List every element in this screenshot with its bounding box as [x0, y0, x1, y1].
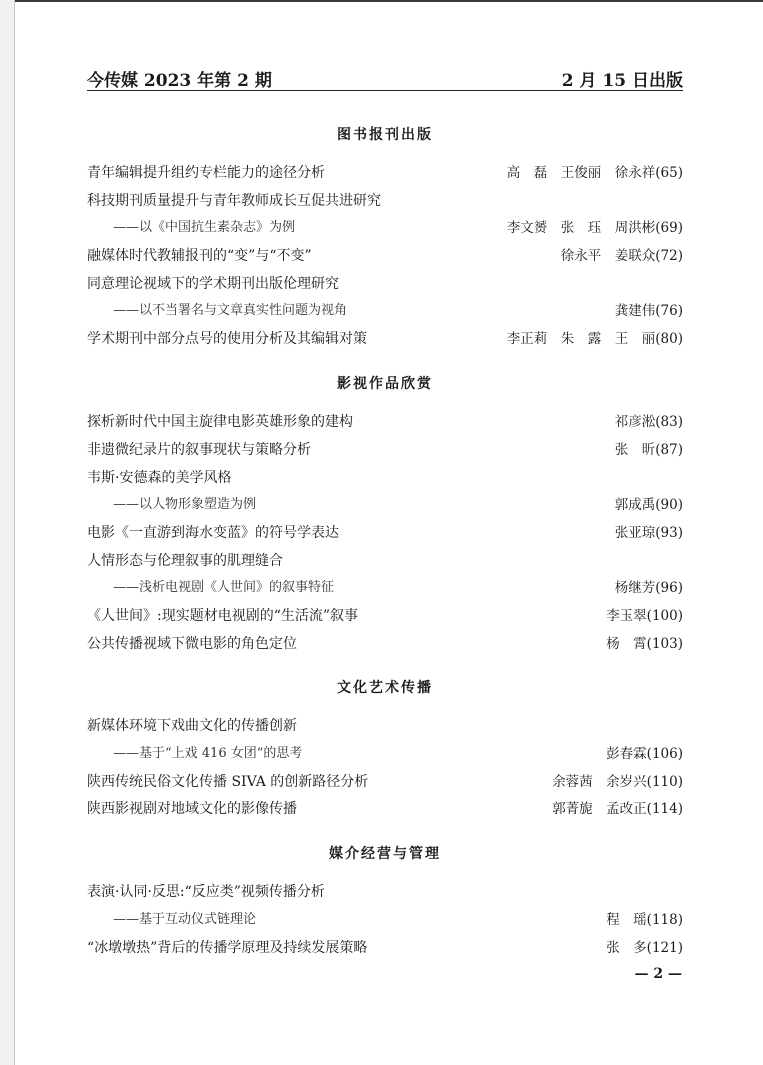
toc-entry	[87, 328, 683, 350]
toc-entry	[87, 550, 683, 572]
entry-author: 张 昕(87)	[614, 442, 683, 458]
toc-entry	[87, 937, 683, 959]
entry-title: 陕西影视剧对地域文化的影像传播	[87, 801, 297, 817]
toc-entry	[87, 743, 683, 765]
toc-entry	[87, 411, 683, 433]
journal-page	[14, 0, 763, 1065]
toc-entry	[87, 798, 683, 820]
toc-entry	[87, 439, 683, 461]
toc-entry	[87, 577, 683, 599]
toc-entry	[87, 162, 683, 184]
toc-entry	[87, 771, 683, 793]
journal-issue: 今传媒 2023 年第 2 期	[87, 71, 272, 91]
running-header	[87, 64, 683, 91]
entry-author: 高 磊 王俊丽 徐永祥(65)	[506, 165, 683, 181]
entry-author: 郭菁旎 孟改正(114)	[552, 801, 683, 817]
entry-subtitle: ——基于互动仪式链理论	[113, 912, 257, 927]
entry-author: 祁彦淞(83)	[614, 414, 683, 430]
entry-title: 科技期刊质量提升与青年教师成长互促共进研究	[87, 193, 381, 209]
section-title: 影视作品欣赏	[337, 376, 433, 392]
entry-title: 公共传播视域下微电影的角色定位	[87, 636, 297, 652]
entry-title: 人情形态与伦理叙事的肌理缝合	[87, 553, 283, 569]
entry-author: 龚建伟(76)	[614, 303, 683, 319]
entry-author: 徐永平 姜联众(72)	[560, 248, 683, 264]
entry-author: 郭成禹(90)	[614, 497, 683, 513]
toc-entry	[87, 190, 683, 212]
section-title: 媒介经营与管理	[329, 846, 441, 862]
entry-author: 余蓉茜 余岁兴(110)	[552, 774, 683, 790]
entry-subtitle: ——基于“上戏 416 女团”的思考	[113, 746, 303, 761]
toc-entry	[87, 633, 683, 655]
entry-subtitle: ——以不当署名与文章真实性问题为视角	[113, 303, 348, 318]
toc-entry	[87, 522, 683, 544]
entry-title: 陕西传统民俗文化传播 SIVA 的创新路径分析	[87, 774, 369, 790]
entry-title: 非遗微纪录片的叙事现状与策略分析	[87, 442, 311, 458]
entry-title: 同意理论视域下的学术期刊出版伦理研究	[87, 276, 339, 292]
entry-title: 融媒体时代教辅报刊的“变”与“不变”	[87, 248, 312, 264]
entry-author: 程 瑶(118)	[606, 912, 683, 928]
entry-title: 韦斯·安德森的美学风格	[87, 470, 232, 486]
toc-entry	[87, 605, 683, 627]
toc-entry	[87, 467, 683, 489]
toc-entry	[87, 909, 683, 931]
entry-title: “冰墩墩热”背后的传播学原理及持续发展策略	[87, 940, 368, 956]
toc-entry	[87, 715, 683, 737]
entry-title: 青年编辑提升组约专栏能力的途径分析	[87, 165, 325, 181]
entry-title: 学术期刊中部分点号的使用分析及其编辑对策	[87, 331, 367, 347]
page-number: — 2 —	[634, 966, 682, 982]
entry-subtitle: ——浅析电视剧《人世间》的叙事特征	[113, 580, 335, 595]
section-title: 文化艺术传播	[337, 680, 433, 696]
publish-date: 2 月 15 日出版	[561, 71, 683, 91]
entry-author: 李文赟 张 珏 周洪彬(69)	[506, 220, 683, 236]
toc-entry	[87, 881, 683, 903]
entry-title: 探析新时代中国主旋律电影英雄形象的建构	[87, 414, 353, 430]
entry-title: 《人世间》:现实题材电视剧的“生活流”叙事	[87, 608, 359, 624]
toc-entry	[87, 217, 683, 239]
entry-subtitle: ——以《中国抗生素杂志》为例	[113, 220, 296, 235]
entry-author: 李正莉 朱 露 王 丽(80)	[506, 331, 683, 347]
entry-title: 电影《一直游到海水变蓝》的符号学表达	[87, 525, 339, 541]
entry-author: 彭春霖(106)	[606, 746, 683, 762]
entry-author: 李玉翠(100)	[606, 608, 683, 624]
entry-title: 新媒体环境下戏曲文化的传播创新	[87, 718, 297, 734]
section-title: 图书报刊出版	[337, 127, 433, 143]
entry-subtitle: ——以人物形象塑造为例	[113, 497, 257, 512]
toc-entry	[87, 494, 683, 516]
entry-title: 表演·认同·反思:“反应类”视频传播分析	[87, 884, 325, 900]
top-border	[15, 0, 763, 2]
entry-author: 张亚琼(93)	[614, 525, 683, 541]
entry-author: 张 多(121)	[606, 940, 683, 956]
toc-entry	[87, 273, 683, 295]
toc-entry	[87, 300, 683, 322]
toc-entry	[87, 245, 683, 267]
entry-author: 杨 霄(103)	[606, 636, 683, 652]
entry-author: 杨继芳(96)	[614, 580, 683, 596]
